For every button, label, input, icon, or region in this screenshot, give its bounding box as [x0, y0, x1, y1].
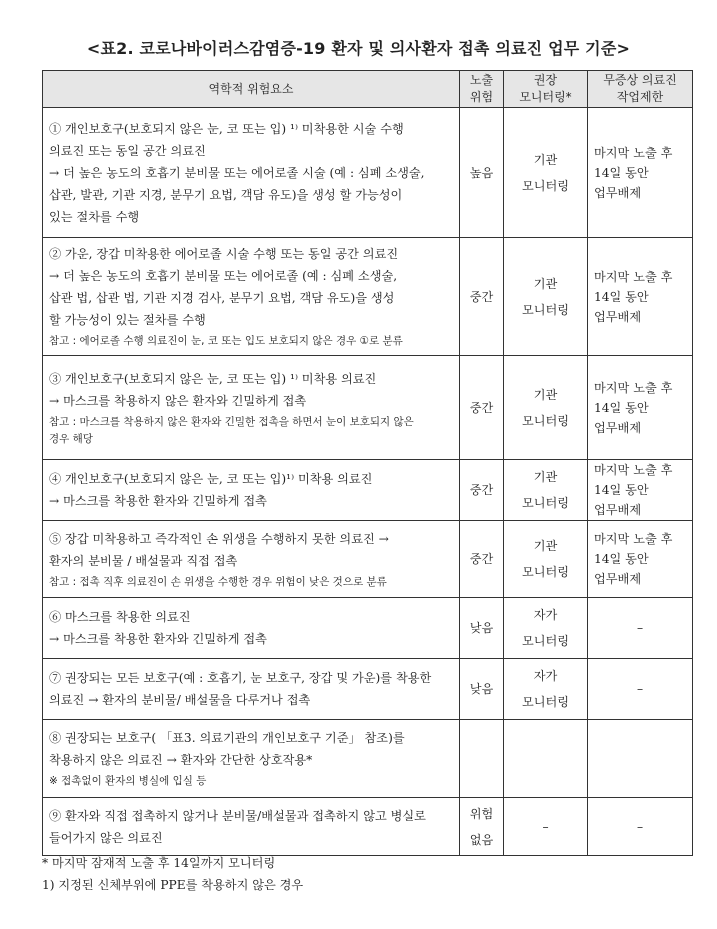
table-row [43, 598, 693, 659]
table-row [43, 356, 693, 460]
risk-factor-description: ⑧ 권장되는 보호구( 「표3. 의료기관의 개인보호구 기준」 참조)를 착용하지 않은 의료진 → 환자와 간단한 상호작용* [49, 731, 405, 767]
work-restriction-cell: – [588, 598, 693, 659]
work-restriction-cell: 마지막 노출 후 14일 동안 업무배제 [588, 460, 693, 521]
monitoring-cell: – [504, 798, 588, 856]
monitoring-cell: 자가 모니터링 [504, 659, 588, 720]
header-monitoring: 권장 모니터링* [504, 71, 588, 108]
work-restriction-cell: 마지막 노출 후 14일 동안 업무배제 [588, 108, 693, 238]
header-factor: 역학적 위험요소 [43, 71, 460, 108]
work-restriction-cell [588, 720, 693, 798]
monitoring-cell: 기관 모니터링 [504, 356, 588, 460]
work-restriction-cell: 마지막 노출 후 14일 동안 업무배제 [588, 356, 693, 460]
table-row [43, 108, 693, 238]
risk-factor-cell [43, 659, 460, 720]
monitoring-cell [504, 720, 588, 798]
work-restriction-cell: – [588, 798, 693, 856]
header-exposure: 노출 위험 [460, 71, 504, 108]
table-row [43, 720, 693, 798]
risk-factor-cell [43, 521, 460, 598]
risk-factor-description: ③ 개인보호구(보호되지 않은 눈, 코 또는 입) ¹⁾ 미착용 의료진 → 마스크를 착용하지 않은 환자와 긴밀하게 접촉 [49, 371, 377, 408]
table-header-row [43, 71, 693, 108]
risk-factor-description: ⑥ 마스크를 착용한 의료진 → 마스크를 착용한 환자와 긴밀하게 접촉 [49, 610, 267, 646]
exposure-risk-cell [460, 720, 504, 798]
footnote: * 마지막 잠재적 노출 후 14일까지 모니터링 [42, 856, 276, 870]
footnotes [42, 852, 303, 896]
work-restriction-cell: – [588, 659, 693, 720]
monitoring-cell: 기관 모니터링 [504, 238, 588, 356]
table-title: <표2. 코로나바이러스감염증-19 환자 및 의사환자 접촉 의료진 업무 기준> [86, 39, 631, 58]
risk-factor-note: ※ 접촉없이 환자의 병실에 입실 등 [49, 775, 207, 787]
footnote: 1) 지정된 신체부위에 PPE를 착용하지 않은 경우 [42, 878, 304, 892]
risk-factor-description: ④ 개인보호구(보호되지 않은 눈, 코 또는 입)¹⁾ 미착용 의료진 → 마스크를 착용한 환자와 긴밀하게 접촉 [49, 472, 373, 508]
table-row [43, 238, 693, 356]
table-row [43, 521, 693, 598]
exposure-risk-cell: 높음 [460, 108, 504, 238]
risk-factor-description: ⑦ 권장되는 모든 보호구(예 : 호흡기, 눈 보호구, 장갑 및 가운)를 착용한 의료진 → 환자의 분비물/ 배설물을 다루거나 접촉 [49, 671, 432, 707]
exposure-risk-cell: 낮음 [460, 659, 504, 720]
exposure-risk-cell: 중간 [460, 356, 504, 460]
risk-factor-cell [43, 720, 460, 798]
table-row [43, 659, 693, 720]
table-row [43, 460, 693, 521]
risk-factor-cell [43, 798, 460, 856]
work-restriction-cell: 마지막 노출 후 14일 동안 업무배제 [588, 521, 693, 598]
risk-factor-description: ⑨ 환자와 직접 접촉하지 않거나 분비물/배설물과 접촉하지 않고 병실로 들어가지 않은 의료진 [49, 808, 426, 845]
monitoring-cell: 자가 모니터링 [504, 598, 588, 659]
risk-criteria-table [42, 70, 693, 856]
risk-factor-description: ⑤ 장갑 미착용하고 즉각적인 손 위생을 수행하지 못한 의료진 → 환자의 분비물 / 배설물과 직접 접촉 [49, 531, 389, 568]
risk-factor-note: 참고 : 접촉 직후 의료진이 손 위생을 수행한 경우 위험이 낮은 것으로 분류 [49, 575, 387, 588]
header-restriction: 무증상 의료진 작업제한 [588, 71, 693, 108]
exposure-risk-cell: 위험 없음 [460, 798, 504, 856]
monitoring-cell: 기관 모니터링 [504, 108, 588, 238]
risk-factor-cell [43, 598, 460, 659]
exposure-risk-cell: 낮음 [460, 598, 504, 659]
exposure-risk-cell: 중간 [460, 238, 504, 356]
exposure-risk-cell: 중간 [460, 460, 504, 521]
risk-factor-cell [43, 460, 460, 521]
risk-factor-cell [43, 356, 460, 460]
risk-factor-cell [43, 108, 460, 238]
risk-factor-cell [43, 238, 460, 356]
table-row [43, 798, 693, 856]
risk-factor-description: ① 개인보호구(보호되지 않은 눈, 코 또는 입) ¹⁾ 미착용한 시술 수행 의료진 또는 동일 공간 의료진 → 더 높은 농도의 호흡기 분비물 또는 에어로졸 시술 (예 : 심폐 소생술, 삽관, 발관, 기관 지경, 분무기 요법, 객담 유도)을 생성 할 가능성이 있는 절차를 수행 [49, 121, 425, 224]
risk-factor-description: ② 가운, 장갑 미착용한 에어로졸 시술 수행 또는 동일 공간 의료진 → 더 높은 농도의 호흡기 분비물 또는 에어로졸 (예 : 심폐 소생술, 삽관 법, 삽관 법, 기관 지경 검사, 분무기 요법, 객담 유도)을 생성 할 가능성이 있는 절차를 수행 [49, 247, 399, 327]
monitoring-cell: 기관 모니터링 [504, 521, 588, 598]
risk-factor-note: 참고 : 마스크를 착용하지 않은 환자와 긴밀한 접촉을 하면서 눈이 보호되지 않은 경우 해당 [49, 415, 414, 445]
exposure-risk-cell: 중간 [460, 521, 504, 598]
work-restriction-cell: 마지막 노출 후 14일 동안 업무배제 [588, 238, 693, 356]
risk-factor-note: 참고 : 에어로졸 수행 의료진이 눈, 코 또는 입도 보호되지 않은 경우 ①로 분류 [49, 335, 403, 347]
monitoring-cell: 기관 모니터링 [504, 460, 588, 521]
